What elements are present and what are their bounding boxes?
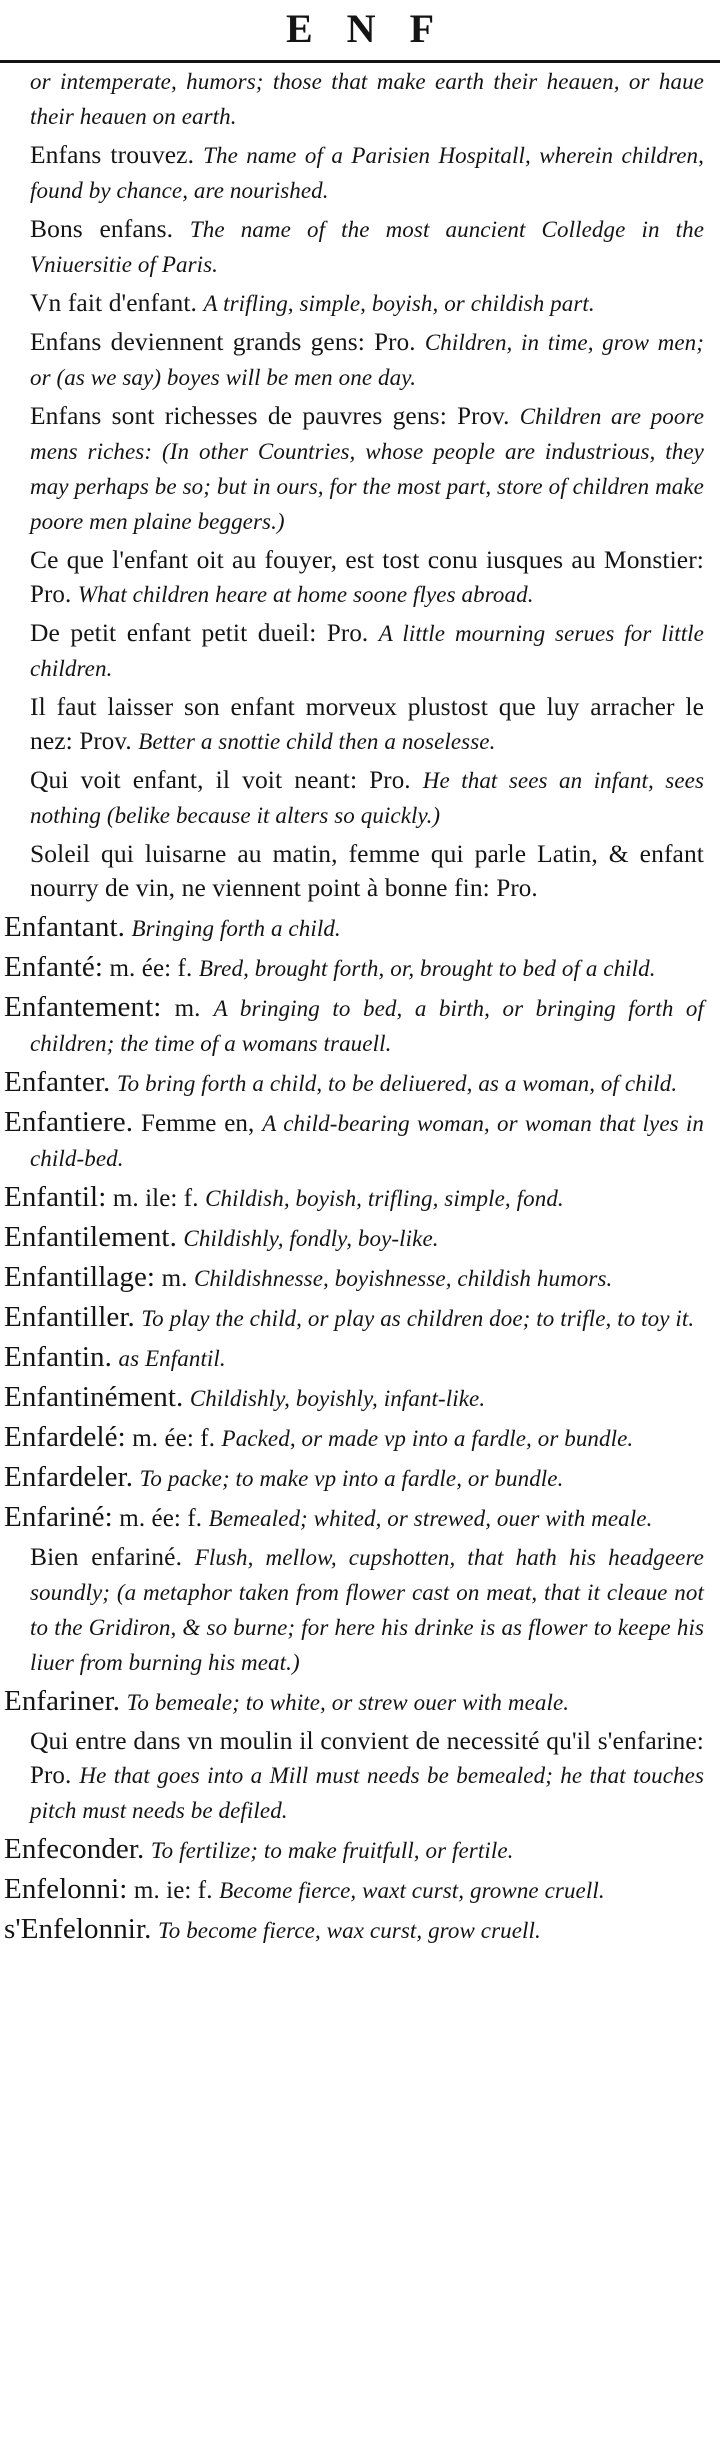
sub-entry	[4, 325, 704, 395]
dictionary-entry	[4, 1872, 704, 1908]
dictionary-entry	[4, 1832, 704, 1868]
entry-grammar-label: m. ie: f.	[133, 1877, 213, 1904]
continued-definition	[4, 64, 704, 134]
entry-headword: De petit enfant petit dueil:	[30, 618, 317, 647]
entry-grammar-label: m. ée: f.	[119, 1505, 203, 1532]
entry-definition: He that sees an infant, sees nothing (belike because it alters so quickly.)	[30, 768, 704, 828]
entry-grammar-label: Pro.	[30, 1762, 72, 1789]
entry-definition: Flush, mellow, cupshotten, that hath his headgeere soundly; (a metaphor taken from flower cast on meat, that it cleaue not to the Gridiron, & so burne; for here his drinke is as flower to keepe his liuer from burning his meat.)	[30, 1545, 704, 1675]
entry-definition: The name of a Parisien Hospitall, wherein children, found by chance, are nourished.	[30, 143, 704, 203]
entry-definition: Childish, boyish, trifling, simple, fond.	[205, 1186, 564, 1211]
entry-headword: Enfardeler.	[4, 1461, 134, 1493]
dictionary-entry	[4, 1180, 704, 1216]
sub-entry	[4, 690, 704, 759]
dictionary-entry	[4, 1300, 704, 1336]
entry-definition: To become fierce, wax curst, grow cruell.	[157, 1918, 541, 1943]
entry-definition: Childishly, fondly, boy-like.	[183, 1226, 439, 1251]
entry-headword: Qui entre dans vn moulin il convient de necessité qu'il s'enfarine:	[30, 1726, 704, 1755]
entry-grammar-label: m.	[161, 1265, 188, 1292]
entry-headword: Il faut laisser son enfant morveux plustost que luy arracher le nez:	[30, 692, 704, 755]
sub-entry	[4, 286, 704, 321]
entry-grammar-label: Prov.	[457, 403, 510, 430]
dictionary-entry	[4, 1260, 704, 1296]
dictionary-entry	[4, 1105, 704, 1176]
entry-definition: To bemeale; to white, or strew ouer with meale.	[126, 1690, 570, 1715]
entry-grammar-label: m. ile: f.	[112, 1185, 199, 1212]
entry-definition: A child-bearing woman, or woman that lyes in child-bed.	[30, 1111, 705, 1171]
sub-entry	[4, 543, 704, 612]
entry-headword: Enfanter.	[4, 1066, 111, 1098]
entry-headword: Enfantinément.	[4, 1381, 184, 1413]
entry-headword: Bons enfans.	[30, 214, 174, 243]
sub-entry	[4, 138, 704, 208]
dictionary-entry	[4, 1684, 704, 1720]
dictionary-entry	[4, 990, 704, 1061]
entry-headword: s'Enfelonnir.	[4, 1913, 152, 1945]
entry-definition: Childishly, boyishly, infant-like.	[189, 1386, 486, 1411]
entry-definition: Bemealed; whited, or strewed, ouer with meale.	[208, 1506, 653, 1531]
sub-entry	[4, 837, 704, 906]
entry-definition: A little mourning serues for little children.	[30, 621, 704, 681]
entry-definition: Children are poore mens riches: (In other Countries, whose people are industrious, they may perhaps be so; but in ours, for the most part, store of children make poore men plaine beggers.)	[30, 404, 705, 534]
entry-definition: or intemperate, humors; those that make earth their heauen, or haue their heauen on earth.	[30, 69, 704, 129]
entry-headword: Enfantil:	[4, 1181, 107, 1213]
sub-entry	[4, 616, 704, 686]
entry-headword: Enfariné:	[4, 1501, 113, 1533]
entry-headword: Soleil qui luisarne au matin, femme qui parle Latin, & enfant nourry de vin, ne viennent point à bonne fin:	[30, 839, 704, 902]
entry-list	[4, 64, 704, 1952]
sub-entry	[4, 1724, 704, 1828]
entry-headword: Qui voit enfant, il voit neant:	[30, 765, 358, 794]
entry-definition: To fertilize; to make fruitfull, or fertile.	[150, 1838, 514, 1863]
entry-definition: He that goes into a Mill must needs be bemealed; he that touches pitch must needs be defiled.	[30, 1763, 704, 1823]
entry-grammar-label: m. ée: f.	[132, 1425, 216, 1452]
sub-entry	[4, 1540, 704, 1680]
entry-headword: Bien enfariné.	[30, 1542, 183, 1571]
entry-headword: Enfans sont richesses de pauvres gens:	[30, 401, 447, 430]
entry-headword: Vn fait d'enfant.	[30, 288, 198, 317]
entry-definition: Childishnesse, boyishnesse, childish humors.	[193, 1266, 613, 1291]
entry-grammar-label: m. ée: f.	[109, 955, 193, 982]
dictionary-entry	[4, 1380, 704, 1416]
entry-definition: Bringing forth a child.	[131, 916, 341, 941]
entry-definition: Become fierce, waxt curst, growne cruell.	[219, 1878, 605, 1903]
dictionary-entry	[4, 1065, 704, 1101]
entry-headword: Enfantilement.	[4, 1221, 177, 1253]
running-head: ENF	[286, 6, 468, 51]
entry-headword: Enfelonni:	[4, 1873, 128, 1905]
entry-grammar-label: Pro.	[374, 329, 416, 356]
entry-definition: The name of the most auncient Colledge in the Vniuersitie of Paris.	[30, 217, 705, 277]
entry-headword: Enfans deviennent grands gens:	[30, 327, 365, 356]
entry-grammar-label: Pro.	[30, 581, 72, 608]
sub-entry	[4, 399, 704, 539]
entry-definition: Children, in time, grow men; or (as we say) boyes will be men one day.	[30, 330, 704, 390]
dictionary-entry	[4, 1912, 704, 1948]
sub-entry	[4, 212, 704, 282]
dictionary-entry	[4, 950, 704, 986]
entry-grammar-label: Pro.	[369, 767, 411, 794]
entry-headword: Enfantillage:	[4, 1261, 156, 1293]
entry-headword: Enfans trouvez.	[30, 140, 195, 169]
entry-grammar-label: Femme en,	[140, 1110, 255, 1137]
entry-headword: Enfantement:	[4, 991, 162, 1023]
entry-definition: as Enfantil.	[118, 1346, 226, 1371]
dictionary-entry	[4, 1460, 704, 1496]
entry-definition: What children heare at home soone flyes abroad.	[77, 582, 534, 607]
entry-headword: Enfardelé:	[4, 1421, 126, 1453]
entry-headword: Enfariner.	[4, 1685, 121, 1717]
entry-definition: To packe; to make vp into a fardle, or bundle.	[139, 1466, 564, 1491]
entry-headword: Enfantant.	[4, 911, 125, 943]
entry-headword: Enfanté:	[4, 951, 104, 983]
entry-definition: Better a snottie child then a noselesse.	[138, 729, 496, 754]
entry-definition: Packed, or made vp into a fardle, or bundle.	[221, 1426, 634, 1451]
entry-definition: To play the child, or play as children doe; to trifle, to toy it.	[141, 1306, 695, 1331]
entry-headword: Enfeconder.	[4, 1833, 145, 1865]
entry-definition: A trifling, simple, boyish, or childish part.	[203, 291, 595, 316]
entry-headword: Ce que l'enfant oit au fouyer, est tost conu iusques au Monstier:	[30, 545, 704, 574]
sub-entry	[4, 763, 704, 833]
entry-grammar-label: Pro.	[326, 620, 369, 647]
dictionary-entry	[4, 1220, 704, 1256]
dictionary-entry	[4, 1340, 704, 1376]
dictionary-entry	[4, 1500, 704, 1536]
entry-headword: Enfantin.	[4, 1341, 113, 1373]
entry-headword: Enfantiller.	[4, 1301, 135, 1333]
entry-headword: Enfantiere.	[4, 1106, 134, 1138]
entry-grammar-label: m.	[174, 995, 201, 1022]
header-rule	[0, 60, 720, 63]
entry-grammar-label: Prov.	[79, 728, 132, 755]
dictionary-entry	[4, 910, 704, 946]
entry-definition: A bringing to bed, a birth, or bringing forth of children; the time of a womans trauell.	[30, 996, 705, 1056]
entry-definition: To bring forth a child, to be deliuered, as a woman, of child.	[116, 1071, 678, 1096]
entry-grammar-label: Pro.	[496, 875, 538, 902]
dictionary-entry	[4, 1420, 704, 1456]
entry-definition: Bred, brought forth, or, brought to bed of a child.	[198, 956, 656, 981]
